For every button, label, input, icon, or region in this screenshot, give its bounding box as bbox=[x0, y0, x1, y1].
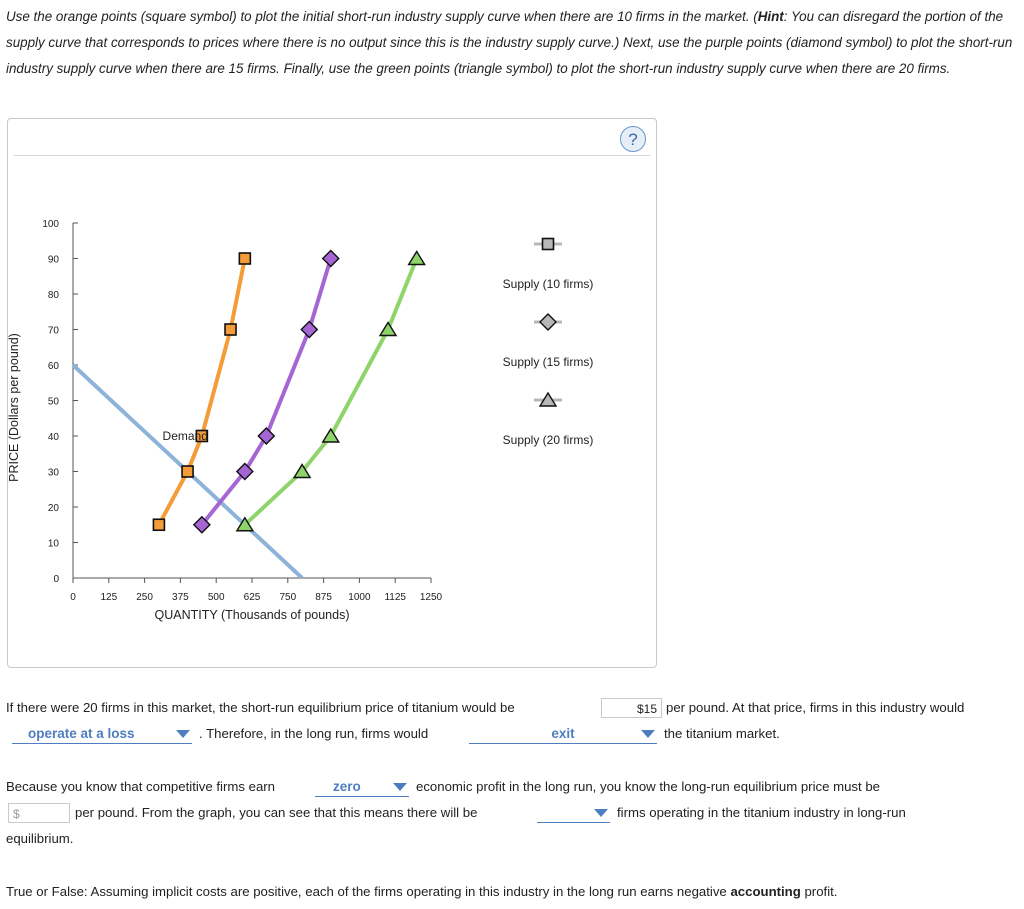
x-tick-label: 500 bbox=[207, 592, 225, 603]
q2-text-part1: Because you know that competitive firms earn bbox=[6, 779, 276, 794]
chevron-down-icon bbox=[641, 730, 655, 738]
triangle-point[interactable] bbox=[380, 323, 396, 336]
x-tick-label: 1250 bbox=[419, 592, 443, 603]
zero-dropdown[interactable] bbox=[315, 778, 409, 797]
q2-text-part4: firms operating in the titanium industry in long-run bbox=[617, 805, 906, 820]
diamond-point[interactable] bbox=[323, 251, 339, 267]
chart-legend[interactable] bbox=[503, 239, 594, 448]
chevron-down-icon bbox=[393, 783, 407, 791]
square-point[interactable] bbox=[239, 253, 250, 264]
chevron-down-icon bbox=[176, 730, 190, 738]
x-tick-label: 250 bbox=[136, 592, 153, 603]
hint-label: Hint bbox=[757, 9, 784, 24]
triangle-point[interactable] bbox=[323, 429, 339, 442]
q2-text-part3: per pound. From the graph, you can see that this means there will be bbox=[75, 805, 478, 820]
supply-curve-line-3 bbox=[245, 259, 417, 525]
x-tick-label: 375 bbox=[172, 592, 189, 603]
instructions-part1: Use the orange points (square symbol) to plot the initial short-run industry supply curve when there are 10 firms in the market. ( bbox=[6, 9, 758, 24]
square-point[interactable] bbox=[182, 466, 193, 477]
firms-count-dropdown[interactable] bbox=[537, 804, 610, 823]
x-tick-label: 1125 bbox=[384, 592, 406, 603]
square-point[interactable] bbox=[225, 324, 236, 335]
y-tick-label: 10 bbox=[47, 538, 59, 550]
supply-curve-line-2 bbox=[202, 259, 331, 525]
square-point[interactable] bbox=[153, 519, 164, 530]
diamond-point[interactable] bbox=[301, 322, 317, 338]
y-axis-label: PRICE (Dollars per pound) bbox=[7, 333, 21, 482]
q2-text-part5: equilibrium. bbox=[6, 831, 74, 846]
legend-label: Supply (15 firms) bbox=[502, 355, 594, 369]
q1-text-part3: . Therefore, in the long run, firms would bbox=[199, 726, 429, 741]
x-tick-label: 125 bbox=[100, 592, 118, 603]
instructions-part2: : You can disregard the portion of the supply curve that corresponds to prices where there is no output since this is the industry supply curve.) Next, use the purple points (diamond symbol) to plot the short-run industry supply curve when there are 15 firms. Finally, use the green points (triangle symbol) to plot the short-run industry supply curve when there are 20 firms. bbox=[6, 9, 1013, 76]
q1-text-part2: per pound. At that price, firms in this industry would bbox=[666, 700, 965, 715]
series-markers[interactable] bbox=[153, 251, 424, 533]
q3-bold-word: accounting bbox=[730, 884, 801, 899]
y-tick-label: 70 bbox=[47, 325, 59, 337]
lr-price-field[interactable]: $ bbox=[8, 803, 70, 823]
y-tick-label: 0 bbox=[53, 574, 59, 585]
y-tick-label: 80 bbox=[47, 290, 59, 301]
chevron-down-icon bbox=[594, 809, 608, 817]
q3-text bbox=[6, 883, 837, 901]
zero-dropdown-value: zero bbox=[333, 779, 361, 794]
y-tick-label: 30 bbox=[47, 467, 59, 479]
x-tick-label: 875 bbox=[315, 592, 332, 603]
exit-dropdown-value: exit bbox=[551, 726, 575, 741]
demand-label: Demand bbox=[162, 428, 208, 443]
exit-dropdown[interactable] bbox=[469, 725, 657, 744]
legend-diamond-marker[interactable] bbox=[540, 314, 556, 330]
operate-dropdown[interactable] bbox=[12, 725, 192, 744]
legend-label: Supply (10 firms) bbox=[502, 277, 594, 291]
y-tick-label: 90 bbox=[47, 254, 59, 266]
x-tick-label: 625 bbox=[243, 592, 261, 603]
q2-text-part2: economic profit in the long run, you know the long-run equilibrium price must be bbox=[416, 779, 881, 794]
sr-price-field[interactable]: $15 bbox=[601, 698, 662, 718]
q3-text-part1: True or False: Assuming implicit costs are positive, each of the firms operating in this industry in the long run earns negative bbox=[6, 884, 727, 899]
triangle-point[interactable] bbox=[409, 252, 425, 265]
y-tick-label: 100 bbox=[42, 219, 59, 230]
legend-square-marker[interactable] bbox=[543, 239, 554, 250]
y-tick-label: 40 bbox=[47, 432, 59, 443]
y-tick-label: 50 bbox=[47, 396, 59, 408]
help-icon[interactable]: ? bbox=[620, 126, 646, 152]
x-tick-label: 0 bbox=[70, 592, 76, 603]
q3-text-part2: profit. bbox=[804, 884, 838, 899]
x-tick-label: 1000 bbox=[348, 592, 371, 603]
legend-label: Supply (20 firms) bbox=[502, 433, 594, 447]
q1-text-part4: the titanium market. bbox=[664, 726, 780, 741]
operate-dropdown-value: operate at a loss bbox=[28, 726, 135, 741]
q1-text-part1: If there were 20 firms in this market, the short-run equilibrium price of titanium would be bbox=[6, 700, 515, 715]
x-axis-label: QUANTITY (Thousands of pounds) bbox=[154, 608, 350, 622]
y-tick-label: 60 bbox=[47, 361, 59, 372]
y-tick-label: 20 bbox=[47, 503, 59, 514]
x-tick-label: 750 bbox=[279, 592, 297, 603]
